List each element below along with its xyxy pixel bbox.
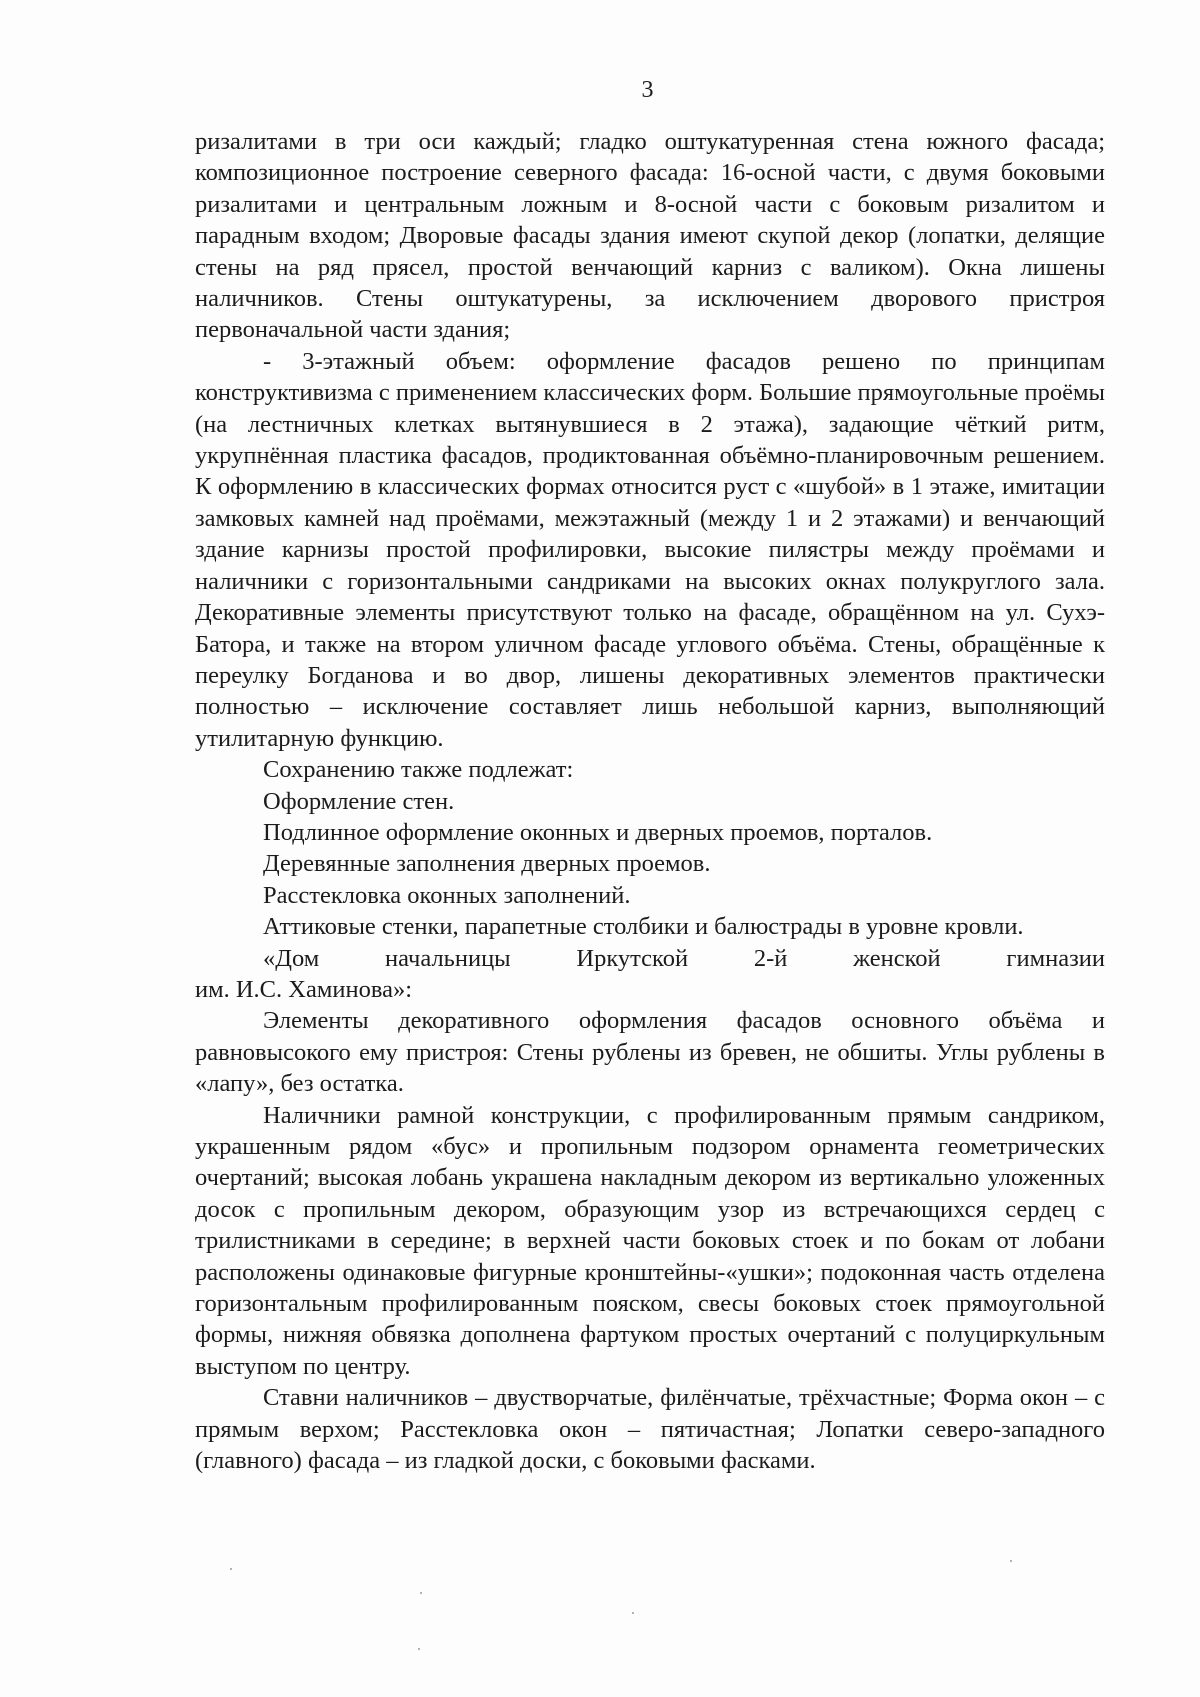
paragraph-3: Сохранению также подлежат:	[263, 756, 574, 784]
paragraph-10: им. И.С. Хаминова»:	[195, 975, 412, 1003]
scan-speck	[632, 1612, 634, 1614]
document-body	[195, 126, 1105, 1476]
scan-speck	[418, 1648, 420, 1650]
scan-speck	[1010, 1560, 1012, 1562]
paragraph-9: «Дом начальницы Иркутской 2-й женской гимназии	[263, 944, 1105, 972]
scan-speck	[420, 1592, 422, 1594]
paragraph-6: Деревянные заполнения дверных проемов.	[263, 850, 711, 878]
paragraph-1: ризалитами в три оси каждый; гладко оштукатуренная стена южного фасада; композиционное построение северного фасада: 16-осной части, с двумя боковыми ризалитами и центральным ложным и 8-осной части с боковым ризалитом и парадным входом; Дворовые фасады здания имеют скупой декор (лопатки, делящие стены на ряд прясел, простой венчающий карниз с валиком). Окна лишены наличников. Стены оштукатурены, за исключением дворового пристроя первоначальной части здания;	[195, 128, 1105, 344]
paragraph-13: Ставни наличников – двустворчатые, филёнчатые, трёхчастные; Форма окон – с прямым верхом; Расстекловка окон – пятичастная; Лопатки северо-западного (главного) фасада – из гладкой доски, с боковыми фасками.	[195, 1384, 1105, 1475]
paragraph-8: Аттиковые стенки, парапетные столбики и балюстрады в уровне кровли.	[263, 913, 1024, 941]
page-number: 3	[641, 77, 654, 103]
paragraph-11: Элементы декоративного оформления фасадов основного объёма и равновысокого ему пристроя: Стены рублены из бревен, не обшиты. Углы рублены в «лапу», без остатка.	[195, 1007, 1105, 1098]
paragraph-12: Наличники рамной конструкции, с профилированным прямым сандриком, украшенным рядом «бус» и пропильным подзором орнамента геометрических очертаний; высокая лобань украшена накладным декором из вертикально уложенных досок с пропильным декором, образующим узор из встречающихся сердец с трилистниками в середине; в верхней части боковых стоек и по бокам от лобани расположены одинаковые фигурные кронштейны-«ушки»; подоконная часть отделена горизонтальным профилированным пояском, свесы боковых стоек прямоугольной формы, нижняя обвязка дополнена фартуком простых очертаний с полуциркульным выступом по центру.	[195, 1101, 1105, 1380]
paragraph-2: - 3-этажный объем: оформление фасадов решено по принципам конструктивизма с применением классических форм. Большие прямоугольные проёмы (на лестничных клетках вытянувшиеся в 2 этажа), задающие чёткий ритм, укрупнённая пластика фасадов, продиктованная объёмно-планировочным решением. К оформлению в классических формах относится руст с «шубой» в 1 этаже, имитации замковых камней над проёмами, межэтажный (между 1 и 2 этажами) и венчающий здание карнизы простой профилировки, высокие пилястры между проёмами и наличники с горизонтальными сандриками на высоких окнах полукруглого зала. Декоративные элементы присутствуют только на фасаде, обращённом на ул. Сухэ-Батора, и также на втором уличном фасаде углового объёма. Стены, обращённые к переулку Богданова и во двор, лишены декоративных элементов практически полностью – исключение составляет лишь небольшой карниз, выполняющий утилитарную функцию.	[195, 347, 1105, 752]
scan-speck	[230, 1568, 232, 1570]
paragraph-4: Оформление стен.	[263, 787, 455, 815]
paragraph-7: Расстекловка оконных заполнений.	[263, 881, 631, 909]
paragraph-5: Подлинное оформление оконных и дверных проемов, порталов.	[263, 818, 933, 846]
